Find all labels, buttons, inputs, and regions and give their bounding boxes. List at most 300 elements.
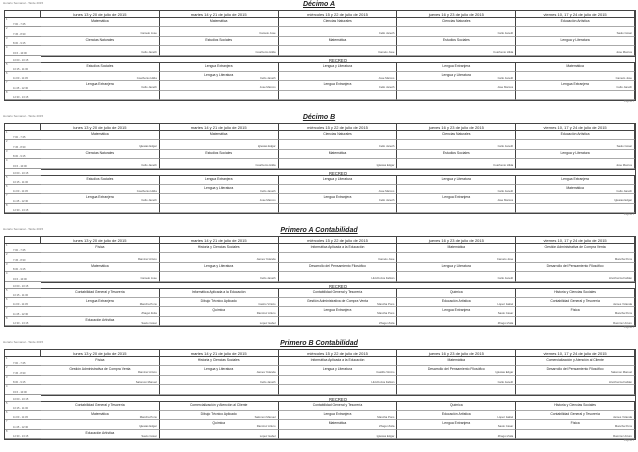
class-cell[interactable] xyxy=(516,357,635,366)
subject-name: Contabilidad General y Tesorería xyxy=(75,289,125,294)
class-cell[interactable] xyxy=(160,253,279,262)
class-cell[interactable] xyxy=(41,72,160,81)
class-cell[interactable] xyxy=(160,289,279,298)
subject-name: Comercialización y Atención al Cliente xyxy=(189,402,248,407)
subject-name: Historia y Ciencias Sociales xyxy=(197,358,240,362)
subject-name: Química xyxy=(449,402,463,407)
time-slot xyxy=(5,272,41,281)
subject-name: Matemática xyxy=(447,245,466,249)
period-number: 7 xyxy=(6,194,8,198)
class-cell[interactable] xyxy=(160,18,279,27)
class-cell[interactable] xyxy=(279,81,398,90)
time-slot xyxy=(5,37,41,46)
class-cell[interactable] xyxy=(279,411,398,420)
class-cell[interactable] xyxy=(41,244,160,253)
class-cell[interactable] xyxy=(279,307,398,316)
class-cell[interactable] xyxy=(160,185,279,194)
class-cell[interactable] xyxy=(516,430,635,439)
teacher-name: Cello Janeth xyxy=(378,85,395,90)
class-cell[interactable] xyxy=(41,159,160,168)
class-cell[interactable] xyxy=(516,317,635,326)
footer-text: Página 1 xyxy=(623,100,634,104)
class-cell[interactable] xyxy=(160,91,279,100)
class-cell[interactable] xyxy=(279,194,398,203)
period-time: 7:00 - 7:45 xyxy=(13,136,26,140)
class-cell[interactable] xyxy=(397,263,516,272)
subject-name: Lengua Extranjera xyxy=(204,176,233,181)
teacher-name: Cello Janeth xyxy=(141,163,157,168)
section-title: Primero A Contabilidad xyxy=(280,227,358,234)
teacher-name: Camelo Jose xyxy=(140,276,157,281)
class-cell[interactable] xyxy=(516,140,635,149)
class-cell[interactable] xyxy=(160,430,279,439)
class-cell[interactable] xyxy=(41,420,160,429)
class-cell[interactable] xyxy=(41,298,160,307)
class-cell[interactable] xyxy=(516,263,635,272)
class-cell[interactable] xyxy=(41,46,160,55)
day-header: jueves 16 y 23 de julio de 2015 xyxy=(397,237,516,244)
class-cell[interactable] xyxy=(516,159,635,168)
class-cell[interactable] xyxy=(41,204,160,213)
time-slot xyxy=(5,430,41,439)
class-cell[interactable] xyxy=(41,411,160,420)
period-number: 2 xyxy=(6,27,8,31)
teacher-name: Castro Vinicio xyxy=(258,301,276,306)
time-slot xyxy=(5,366,41,375)
subject-name: Lengua y Literatura xyxy=(204,263,234,268)
class-cell[interactable] xyxy=(160,420,279,429)
class-cell[interactable] xyxy=(397,194,516,203)
class-cell[interactable] xyxy=(397,244,516,253)
subject-name: Estudios Sociales xyxy=(205,37,233,42)
subject-name: Contabilidad General y Tesorería xyxy=(550,412,600,416)
subject-name: Contabilidad General y Tesorería xyxy=(312,289,363,294)
class-cell[interactable] xyxy=(41,385,160,394)
class-cell[interactable] xyxy=(160,37,279,46)
period-number: 1 xyxy=(6,244,8,247)
class-cell[interactable] xyxy=(41,289,160,298)
class-cell[interactable] xyxy=(160,159,279,168)
class-cell[interactable] xyxy=(41,263,160,272)
class-cell[interactable] xyxy=(160,176,279,185)
header-left-text: Horario Semanal - Tarde 2015 xyxy=(3,227,44,231)
class-cell[interactable] xyxy=(397,91,516,100)
period-time: 10:00 - 10:15 xyxy=(13,397,29,401)
class-cell[interactable] xyxy=(516,244,635,253)
period-number: 8 xyxy=(6,316,8,320)
class-cell[interactable] xyxy=(160,131,279,140)
class-cell[interactable] xyxy=(397,317,516,326)
period-number: 5 xyxy=(6,401,8,405)
class-cell[interactable] xyxy=(160,194,279,203)
period-time: 11:45 - 12:30 xyxy=(13,86,29,90)
subject-name: Matemática xyxy=(209,19,228,23)
class-cell[interactable] xyxy=(279,72,398,81)
class-cell[interactable] xyxy=(279,176,398,185)
period-number: 4 xyxy=(6,385,8,389)
class-cell[interactable] xyxy=(397,402,516,411)
period-time: 7:00 - 7:45 xyxy=(13,249,26,253)
class-cell[interactable] xyxy=(41,18,160,27)
header-left-text: Horario Semanal - Tarde 2015 xyxy=(3,114,44,118)
class-cell[interactable] xyxy=(160,317,279,326)
class-cell[interactable] xyxy=(160,307,279,316)
class-cell[interactable] xyxy=(41,194,160,203)
class-cell[interactable] xyxy=(41,376,160,385)
class-cell[interactable] xyxy=(516,46,635,55)
class-cell[interactable] xyxy=(516,81,635,90)
class-cell[interactable] xyxy=(279,185,398,194)
time-slot xyxy=(5,204,41,213)
class-cell[interactable] xyxy=(160,140,279,149)
class-cell[interactable] xyxy=(397,298,516,307)
subject-name: Lengua Extranjera xyxy=(442,421,471,426)
class-cell[interactable] xyxy=(279,272,398,281)
class-cell[interactable] xyxy=(516,72,635,81)
class-cell[interactable] xyxy=(279,317,398,326)
class-cell[interactable] xyxy=(397,385,516,394)
class-cell[interactable] xyxy=(397,37,516,46)
corner-cell xyxy=(5,237,41,244)
class-cell[interactable] xyxy=(397,185,516,194)
day-header: viernes 10, 17 y 24 de julio de 2015 xyxy=(516,237,635,244)
subject-name: Lengua Extranjera xyxy=(442,308,471,313)
teacher-name: Ramírez Arturo xyxy=(256,424,276,429)
teacher-name: Iglesias Edgar xyxy=(495,370,514,375)
class-cell[interactable] xyxy=(279,150,398,159)
class-cell[interactable] xyxy=(160,298,279,307)
class-cell[interactable] xyxy=(279,298,398,307)
class-cell[interactable] xyxy=(279,289,398,298)
subject-name: Estudios Sociales xyxy=(86,63,114,68)
teacher-name: Camelo Jose xyxy=(259,31,276,36)
class-cell[interactable] xyxy=(516,18,635,27)
class-cell[interactable] xyxy=(397,366,516,375)
class-cell[interactable] xyxy=(279,357,398,366)
class-cell[interactable] xyxy=(516,272,635,281)
day-header: viernes 10, 17 y 24 de julio de 2015 xyxy=(516,11,635,18)
class-cell[interactable] xyxy=(41,150,160,159)
class-cell[interactable] xyxy=(41,357,160,366)
class-cell[interactable] xyxy=(41,307,160,316)
teacher-name: Cello Janeth xyxy=(378,198,395,203)
time-slot xyxy=(5,169,41,176)
class-cell[interactable] xyxy=(397,46,516,55)
period-time: 10:00 - 10:15 xyxy=(13,58,29,62)
timetable-section xyxy=(0,339,638,452)
subject-name: Lengua y Literatura xyxy=(204,186,234,190)
class-cell[interactable] xyxy=(279,402,398,411)
class-cell[interactable] xyxy=(279,18,398,27)
class-cell[interactable] xyxy=(160,272,279,281)
class-cell[interactable] xyxy=(516,298,635,307)
class-cell[interactable] xyxy=(397,272,516,281)
class-cell[interactable] xyxy=(279,366,398,375)
class-cell[interactable] xyxy=(516,366,635,375)
class-cell[interactable] xyxy=(160,357,279,366)
period-time: 12:30 - 13:15 xyxy=(13,209,29,213)
class-cell[interactable] xyxy=(397,63,516,72)
class-cell[interactable] xyxy=(516,150,635,159)
subject-name: Matemática xyxy=(447,358,466,362)
subject-name: Química xyxy=(212,421,225,426)
class-cell[interactable] xyxy=(160,376,279,385)
period-number: 6 xyxy=(6,72,8,75)
teacher-name: Llivichuzca Fabián xyxy=(371,276,395,281)
class-cell[interactable] xyxy=(397,140,516,149)
period-time: 12:30 - 13:15 xyxy=(13,96,29,100)
class-cell[interactable] xyxy=(41,272,160,281)
class-cell[interactable] xyxy=(516,37,635,46)
teacher-name: Llivichuzca Fabián xyxy=(371,379,395,384)
period-time: 12:30 - 13:15 xyxy=(13,322,29,326)
class-cell[interactable] xyxy=(397,430,516,439)
subject-name: Ciencias Naturales xyxy=(85,37,115,42)
period-number: 2 xyxy=(6,253,8,257)
class-cell[interactable] xyxy=(160,411,279,420)
footer-text: Página 1 xyxy=(623,213,634,217)
day-header: jueves 16 y 23 de julio de 2015 xyxy=(397,124,516,131)
subject-name: Lengua Extranjera xyxy=(442,63,471,68)
period-number: 2 xyxy=(6,366,8,370)
class-cell[interactable] xyxy=(516,131,635,140)
subject-name: Química xyxy=(212,308,225,313)
class-cell[interactable] xyxy=(516,376,635,385)
teacher-name: Salomon Manuel xyxy=(610,370,632,375)
teacher-name: Coarhenio Hilda xyxy=(136,188,157,193)
subject-name: Historia y Ciencias Sociales xyxy=(554,402,596,407)
time-slot xyxy=(5,385,41,394)
teacher-name: López Isabel xyxy=(497,301,514,306)
header-left-text: Horario Semanal - Tarde 2015 xyxy=(3,340,44,344)
class-cell[interactable] xyxy=(516,176,635,185)
period-number: 4 xyxy=(6,159,8,163)
day-header: miércoles 15 y 22 de julio de 2015 xyxy=(279,350,398,357)
class-cell[interactable] xyxy=(41,91,160,100)
teacher-name: Camelo Jose xyxy=(378,257,395,262)
period-number: 8 xyxy=(6,203,8,207)
period-number: 3 xyxy=(6,36,8,40)
subject-name: Gestión Administrativa de Compra Venta xyxy=(306,299,369,303)
class-cell[interactable] xyxy=(160,402,279,411)
class-cell[interactable] xyxy=(41,37,160,46)
class-cell[interactable] xyxy=(516,63,635,72)
teacher-name: Cello Janeth xyxy=(260,276,276,281)
period-time: 9:15 - 10:00 xyxy=(13,164,27,168)
class-cell[interactable] xyxy=(397,18,516,27)
teacher-name: López Isabel xyxy=(259,320,276,325)
teacher-name: Iglesias Edgar xyxy=(139,424,157,429)
class-cell[interactable] xyxy=(41,317,160,326)
class-cell[interactable] xyxy=(516,185,635,194)
class-cell[interactable] xyxy=(160,385,279,394)
class-cell[interactable] xyxy=(397,307,516,316)
class-cell[interactable] xyxy=(397,81,516,90)
class-cell[interactable] xyxy=(397,204,516,213)
class-cell[interactable] xyxy=(160,46,279,55)
time-slot xyxy=(5,411,41,420)
class-cell[interactable] xyxy=(516,420,635,429)
subject-name: Estudios Sociales xyxy=(442,37,470,42)
class-cell[interactable] xyxy=(160,244,279,253)
class-cell[interactable] xyxy=(160,27,279,36)
class-cell[interactable] xyxy=(516,385,635,394)
time-slot xyxy=(5,289,41,298)
period-number: 4 xyxy=(6,272,8,276)
class-cell[interactable] xyxy=(160,63,279,72)
subject-name: Desarrollo del Pensamiento Filosófico xyxy=(309,263,366,268)
class-cell[interactable] xyxy=(397,420,516,429)
period-number: 2 xyxy=(6,140,8,144)
subject-name: Gestión Administrativa de Compra Venta xyxy=(544,245,606,249)
class-cell[interactable] xyxy=(397,131,516,140)
teacher-name: Ramírez Arturo xyxy=(256,311,276,316)
teacher-name: Jose Marcos xyxy=(616,163,632,168)
class-cell[interactable] xyxy=(41,81,160,90)
class-cell[interactable] xyxy=(279,140,398,149)
subject-name: Desarrollo del Pensamiento Filosófico xyxy=(427,367,485,372)
class-cell[interactable] xyxy=(397,176,516,185)
class-cell[interactable] xyxy=(516,204,635,213)
class-cell[interactable] xyxy=(397,159,516,168)
time-slot xyxy=(5,140,41,149)
class-cell[interactable] xyxy=(41,176,160,185)
class-cell[interactable] xyxy=(279,91,398,100)
period-number: 4 xyxy=(6,46,8,50)
subject-name: Lengua Extranjera xyxy=(86,299,114,303)
class-cell[interactable] xyxy=(279,131,398,140)
class-cell[interactable] xyxy=(397,72,516,81)
subject-name: Gestión Administrativa de Compra Venta xyxy=(69,367,131,372)
time-slot xyxy=(5,253,41,262)
teacher-name: Cello Janeth xyxy=(141,85,157,90)
class-cell[interactable] xyxy=(41,131,160,140)
subject-name: Estudios Sociales xyxy=(205,150,233,155)
subject-name: Lengua y Literatura xyxy=(322,63,353,68)
subject-name: Lengua y Literatura xyxy=(560,37,590,42)
class-cell[interactable] xyxy=(279,263,398,272)
class-cell[interactable] xyxy=(516,194,635,203)
class-cell[interactable] xyxy=(516,289,635,298)
class-cell[interactable] xyxy=(160,263,279,272)
class-cell[interactable] xyxy=(279,420,398,429)
teacher-name: James Yolanda xyxy=(256,257,276,262)
period-time: 11:00 - 11:45 xyxy=(13,416,28,420)
period-time: 11:00 - 11:45 xyxy=(13,303,28,307)
class-cell[interactable] xyxy=(160,72,279,81)
subject-name: Matemática xyxy=(91,132,109,136)
time-slot xyxy=(5,159,41,168)
class-cell[interactable] xyxy=(41,27,160,36)
class-cell[interactable] xyxy=(41,185,160,194)
class-cell[interactable] xyxy=(279,27,398,36)
day-header: jueves 16 y 23 de julio de 2015 xyxy=(397,350,516,357)
teacher-name: Zhagui Zoila xyxy=(141,311,157,316)
subject-name: Ciencias Naturales xyxy=(442,132,471,136)
subject-name: Lengua Extranjera xyxy=(323,82,352,87)
period-time: 11:00 - 11:45 xyxy=(13,77,28,81)
teacher-name: Iglesias Edgar xyxy=(139,144,157,149)
class-cell[interactable] xyxy=(41,140,160,149)
subject-name: Matemática xyxy=(209,132,228,136)
time-slot xyxy=(5,244,41,253)
class-cell[interactable] xyxy=(41,366,160,375)
class-cell[interactable] xyxy=(279,430,398,439)
class-cell[interactable] xyxy=(516,411,635,420)
time-slot xyxy=(5,298,41,307)
class-cell[interactable] xyxy=(41,430,160,439)
teacher-name: Saulo César xyxy=(616,31,632,36)
class-cell[interactable] xyxy=(397,411,516,420)
class-cell[interactable] xyxy=(516,27,635,36)
class-cell[interactable] xyxy=(279,63,398,72)
class-cell[interactable] xyxy=(160,366,279,375)
class-cell[interactable] xyxy=(279,159,398,168)
subject-name: Matemática xyxy=(328,37,347,42)
class-cell[interactable] xyxy=(279,204,398,213)
class-cell[interactable] xyxy=(397,253,516,262)
teacher-name: Coarhenio Hilda xyxy=(136,75,157,80)
teacher-name: Salomon Manuel xyxy=(254,414,276,419)
class-cell[interactable] xyxy=(279,385,398,394)
class-cell[interactable] xyxy=(397,150,516,159)
period-number: 6 xyxy=(6,298,8,301)
class-cell[interactable] xyxy=(41,253,160,262)
subject-name: Física xyxy=(570,421,580,426)
class-cell[interactable] xyxy=(41,63,160,72)
teacher-name: Camelo Jose xyxy=(140,31,157,36)
time-slot xyxy=(5,81,41,90)
time-slot xyxy=(5,420,41,429)
class-cell[interactable] xyxy=(516,253,635,262)
class-cell[interactable] xyxy=(397,357,516,366)
class-cell[interactable] xyxy=(397,289,516,298)
teacher-name: Cello Janeth xyxy=(260,188,276,193)
period-time: 11:45 - 12:30 xyxy=(13,425,29,429)
subject-name: Educación Artística xyxy=(85,430,115,435)
subject-name: Física xyxy=(95,358,105,362)
teacher-name: Saulo César xyxy=(497,424,514,429)
day-header: viernes 10, 17 y 24 de julio de 2015 xyxy=(516,350,635,357)
class-cell[interactable] xyxy=(41,402,160,411)
period-number: 7 xyxy=(6,420,8,424)
class-cell[interactable] xyxy=(160,204,279,213)
teacher-name: Cello Janeth xyxy=(497,75,514,80)
class-cell[interactable] xyxy=(516,91,635,100)
class-cell[interactable] xyxy=(279,376,398,385)
day-header: martes 14 y 21 de julio de 2015 xyxy=(160,11,279,18)
class-cell[interactable] xyxy=(516,307,635,316)
period-number: 6 xyxy=(6,185,8,188)
teacher-name: Ramírez Arturo xyxy=(137,370,157,375)
subject-name: Física xyxy=(570,308,580,313)
class-cell[interactable] xyxy=(160,81,279,90)
class-cell[interactable] xyxy=(397,376,516,385)
class-cell[interactable] xyxy=(516,402,635,411)
period-time: 7:45 - 8:30 xyxy=(13,371,26,375)
subject-name: Matemática xyxy=(91,19,109,23)
class-cell[interactable] xyxy=(279,253,398,262)
class-cell[interactable] xyxy=(279,46,398,55)
subject-name: Matemática xyxy=(328,150,347,155)
class-cell[interactable] xyxy=(279,37,398,46)
class-cell[interactable] xyxy=(160,150,279,159)
class-cell[interactable] xyxy=(397,27,516,36)
footer-text: Página 1 xyxy=(623,326,634,330)
teacher-name: Mancha Pons xyxy=(139,414,157,419)
class-cell[interactable] xyxy=(279,244,398,253)
teacher-name: Mancha Pons xyxy=(139,301,157,306)
